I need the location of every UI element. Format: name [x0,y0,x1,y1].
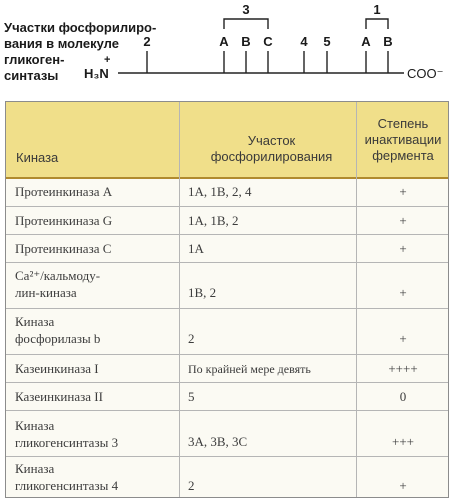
glycogen-synthase-diagram [0,0,454,95]
header-site [189,133,354,165]
site-cell: 1В, 2 [188,285,217,300]
kinase-name-line: лин-киназа [15,285,77,300]
degree-cell: +++ [392,434,414,449]
c-terminus: COO⁻ [407,66,444,81]
degree-cell: ++++ [388,361,418,376]
header-degree [358,116,448,164]
kinase-name-line: Ca²⁺/кальмоду- [15,268,101,283]
table-row [6,355,448,383]
table-header [6,102,448,179]
kinase-name: Казеинкиназа I [15,361,99,376]
site-label: 5 [323,34,331,49]
header-kinase: Киназа [16,150,59,165]
kinase-name: Протеинкиназа А [15,184,113,199]
table-row [6,207,448,235]
kinase-name: Казеинкиназа II [15,389,103,404]
kinase-cell [15,240,180,257]
caption-line: Участки фосфорилиро- [4,20,157,35]
kinase-cell [15,267,180,301]
kinase-cell [15,212,180,229]
site-cell: 5 [188,389,195,404]
kinase-name-line: фосфорилазы b [15,331,101,346]
kinase-cell [15,360,180,377]
caption-line: гликоген- [4,52,65,67]
degree-cell: 0 [399,389,407,404]
kinase-name-line: Киназа [15,314,55,329]
site-label: 2 [143,34,151,49]
degree-cell: + [399,285,407,300]
site-label: 4 [300,34,308,49]
site-cell: 1А, 1В, 2, 4 [188,184,252,199]
table-row [6,263,448,309]
kinase-cell [15,183,180,200]
group3-bracket [224,19,268,29]
table-row [6,411,448,457]
group1-bracket [366,19,388,29]
kinase-cell [15,313,180,347]
site-cell: 3А, 3В, 3С [188,434,248,449]
header-site-line: Участок [247,133,296,148]
table-row [6,383,448,411]
header-degree-line: Степень [377,116,429,131]
kinase-table [5,101,449,498]
kinase-cell [15,417,180,451]
table-row [6,235,448,263]
kinase-cell [15,388,180,405]
table-row [6,457,448,497]
site-cell: 1А, 1В, 2 [188,213,239,228]
site-ticks [147,51,388,73]
degree-cell: + [399,184,407,199]
group1-label: 1 [373,2,381,17]
n-terminus-charge: + [104,54,111,66]
group3-label: 3 [242,2,250,17]
site-label: A [361,34,371,49]
table-row [6,309,448,355]
kinase-name-line: Киназа [15,418,55,433]
n-terminus: H₃N [84,66,109,81]
kinase-name: Протеинкиназа С [15,241,112,256]
site-cell: 2 [188,478,195,493]
caption-line: синтазы [4,68,59,83]
kinase-name: Протеинкиназа G [15,213,113,228]
site-label: B [383,34,393,49]
site-label: B [241,34,251,49]
header-site-line: фосфорилирования [210,149,333,164]
degree-cell: + [399,241,407,256]
kinase-cell [15,460,180,494]
sequence-svg [0,0,454,95]
degree-cell: + [399,213,407,228]
kinase-name-line: гликогенсинтазы 4 [15,478,119,493]
site-label: C [263,34,273,49]
degree-cell: + [399,478,407,493]
site-cell: 1А [188,241,204,256]
site-label: A [219,34,229,49]
kinase-name-line: гликогенсинтазы 3 [15,435,119,450]
degree-cell: + [399,331,407,346]
header-degree-line: инактивации [364,132,442,147]
site-cell: 2 [188,331,195,346]
table-row [6,179,448,207]
header-degree-line: фермента [372,148,434,163]
kinase-name-line: Киназа [15,461,55,476]
caption-line: вания в молекуле [4,36,119,51]
site-cell: По крайней мере девять [188,362,311,376]
